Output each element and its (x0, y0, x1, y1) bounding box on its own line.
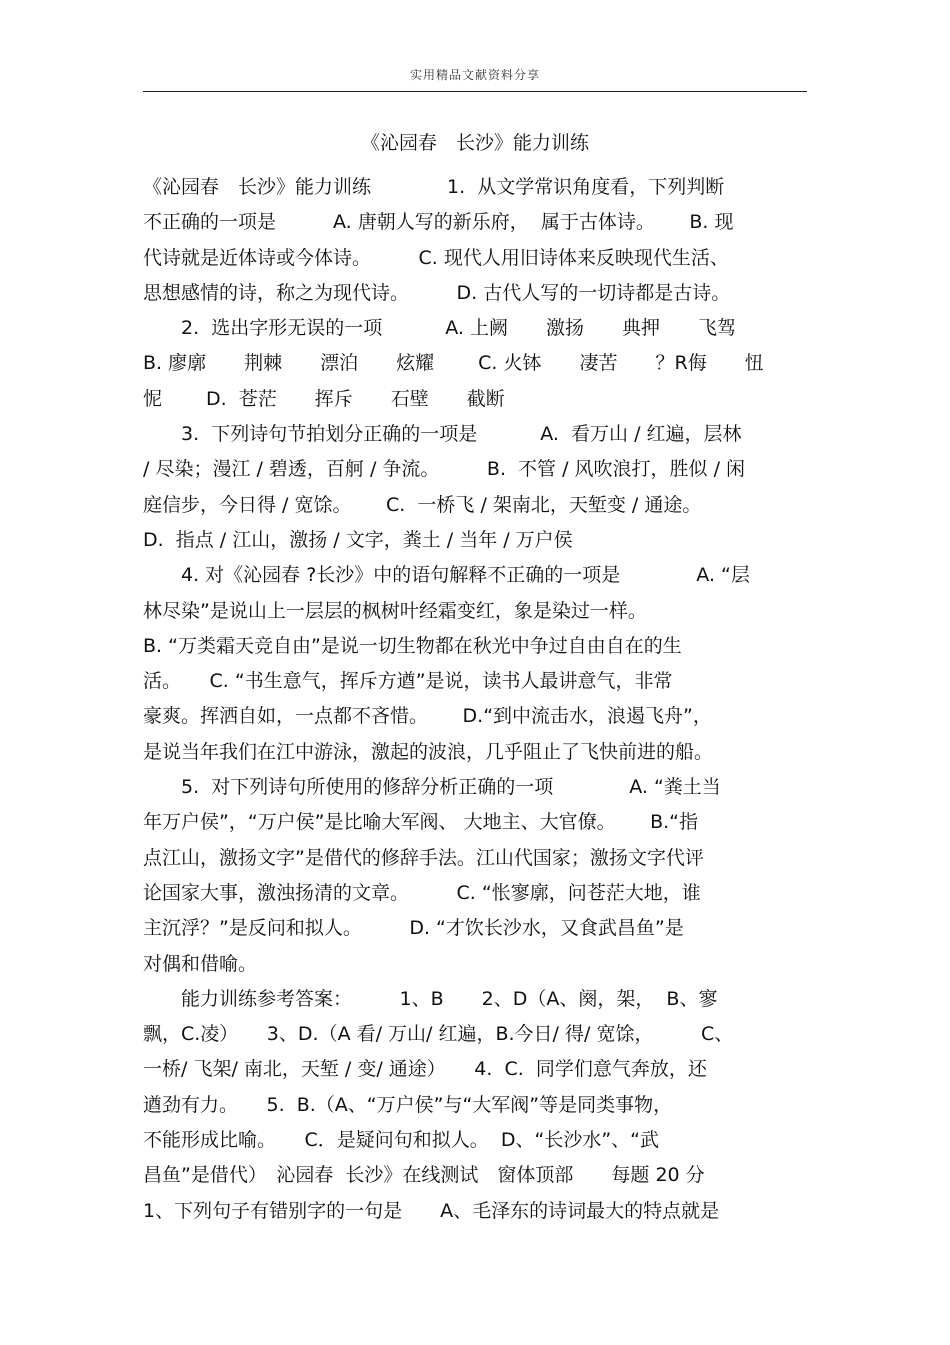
page-header: 实用精品文献资料分享 (409, 68, 540, 82)
text-line: 代诗就是近体诗或今体诗。 C. 现代人用旧诗体来反映现代生活、 (143, 246, 729, 269)
text-line: 主沉浮？”是反问和拟人。 D. “才饮长沙水，又食武昌鱼”是 (143, 917, 684, 940)
text-line: 年万户侯”，“万户侯”是比喻大军阀、 大地主、大官僚。 B.“指 (143, 811, 699, 834)
text-line: B. 廖廓 荆棘 漂泊 炫耀 C. 火钵 凄苦 ？R侮 忸 (143, 352, 764, 375)
text-line: 对偶和借喻。 (143, 952, 258, 975)
text-line: 能力训练参考答案： 1、B 2、D（A、阕，架， B、寥 (143, 987, 718, 1010)
text-line: 2. 选出字形无误的一项 A. 上阙 激扬 典押 飞驾 (143, 317, 736, 340)
text-line: 论国家大事，激浊扬清的文章。 C. “怅寥廓，问苍茫大地，谁 (143, 881, 701, 904)
text-line: 点江山，激扬文字”是借代的修辞手法。江山代国家；激扬文字代评 (143, 846, 704, 869)
text-line: D. 指点 / 江山，激扬 / 文字，粪土 / 当年 / 万户侯 (143, 528, 573, 551)
text-line: 不正确的一项是 A. 唐朝人写的新乐府， 属于古体诗。 B. 现 (143, 211, 734, 234)
text-line: 一桥/ 飞架/ 南北，天堑 / 变/ 通途） 4. C. 同学们意气奔放，还 (143, 1058, 707, 1081)
text-line: 林尽染”是说山上一层层的枫树叶经霜变红，象是染过一样。 (143, 599, 647, 622)
text-line: 怩 D. 苍茫 挥斥 石壁 截断 (143, 387, 505, 410)
text-line: 活。 C. “书生意气，挥斥方遒”是说，读书人最讲意气，非常 (143, 670, 673, 693)
text-line: 豪爽。挥洒自如，一点都不吝惜。 D.“到中流击水，浪遏飞舟”， (143, 705, 712, 728)
text-line: 思想感情的诗，称之为现代诗。 D. 古代人写的一切诗都是古诗。 (143, 281, 731, 304)
text-line: 1、下列句子有错别字的一句是 A、毛泽东的诗词最大的特点就是 (143, 1199, 720, 1222)
text-line: / 尽染；漫江 / 碧透，百舸 / 争流。 B. 不管 / 风吹浪打，胜似 / 闲 (143, 458, 746, 481)
text-line: 《沁园春 长沙》能力训练 1. 从文学常识角度看，下列判断 (143, 176, 725, 198)
text-line: 昌鱼”是借代） 沁园春 长沙》在线测试 窗体顶部 每题 20 分 (143, 1164, 705, 1187)
text-line: 不能形成比喻。 C．是疑问句和拟人。 D、“长沙水”、“武 (143, 1129, 660, 1152)
document-title: 《沁园春 长沙》能力训练 (360, 132, 589, 154)
body-text (143, 170, 807, 1229)
text-line: 遒劲有力。 5. B.（A、“万户侯”与“大军阀”等是同类事物， (143, 1093, 673, 1116)
text-line: 4. 对《沁园春 ?长沙》中的语句解释不正确的一项是 A. “层 (143, 564, 750, 587)
text-line: 3. 下列诗句节拍划分正确的一项是 A. 看万山 / 红遍，层林 (143, 423, 742, 446)
text-line: B. “万类霜天竞自由”是说一切生物都在秋光中争过自由自在的生 (143, 634, 682, 657)
text-line: 飘，C.凌） 3、D.（A 看/ 万山/ 红遍，B.今日/ 得/ 宽馀， C、 (143, 1023, 734, 1046)
text-line: 庭信步，今日得 / 宽馀。 C. 一桥飞 / 架南北，天堑变 / 通途。 (143, 493, 702, 516)
text-line: 是说当年我们在江中游泳，激起的波浪，几乎阻止了飞快前进的船。 (143, 740, 714, 763)
header-divider (143, 91, 807, 92)
text-line: 5. 对下列诗句所使用的修辞分析正确的一项 A. “粪土当 (143, 776, 721, 799)
